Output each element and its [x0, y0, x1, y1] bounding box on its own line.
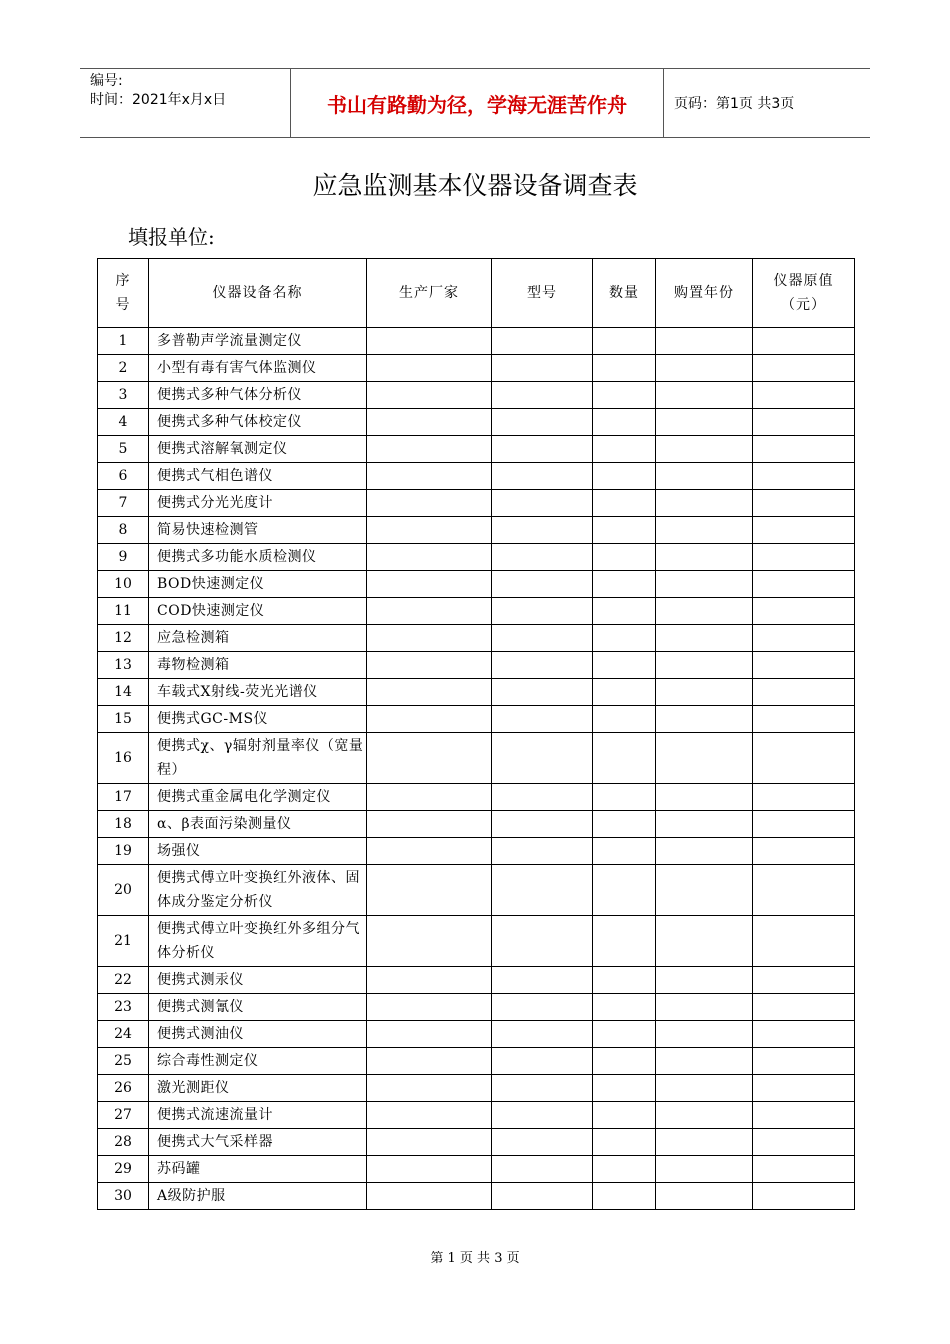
model-cell[interactable] — [492, 1021, 593, 1048]
header-page-label: 页码：第1页 共3页 — [674, 96, 795, 112]
model-cell[interactable] — [492, 625, 593, 652]
value-cell[interactable] — [753, 1048, 855, 1075]
model-cell[interactable] — [492, 967, 593, 994]
row-number: 24 — [98, 1021, 149, 1048]
table-row — [98, 652, 855, 679]
model-cell[interactable] — [492, 544, 593, 571]
col-name-header: 仪器设备名称 — [149, 259, 367, 328]
maker-cell[interactable] — [367, 544, 492, 571]
table-row — [98, 436, 855, 463]
col-seq-header — [98, 259, 149, 328]
model-cell[interactable] — [492, 1075, 593, 1102]
year-cell[interactable] — [656, 544, 753, 571]
equipment-name: 便携式傅立叶变换红外液体、固体成分鉴定分析仪 — [149, 865, 367, 916]
table-row — [98, 1048, 855, 1075]
value-cell[interactable] — [753, 784, 855, 811]
table-row — [98, 328, 855, 355]
table-row — [98, 571, 855, 598]
value-cell[interactable] — [753, 967, 855, 994]
value-cell[interactable] — [753, 733, 855, 784]
quantity-cell[interactable] — [593, 382, 656, 409]
col-seq-top: 序 — [115, 273, 131, 289]
value-cell[interactable] — [753, 490, 855, 517]
model-cell[interactable] — [492, 490, 593, 517]
year-cell[interactable] — [656, 328, 753, 355]
model-cell[interactable] — [492, 355, 593, 382]
row-number: 6 — [98, 463, 149, 490]
model-cell[interactable] — [492, 733, 593, 784]
table-row — [98, 838, 855, 865]
quantity-cell[interactable] — [593, 652, 656, 679]
col-value-bottom: （元） — [781, 297, 826, 313]
table-row — [98, 355, 855, 382]
value-cell[interactable] — [753, 544, 855, 571]
year-cell[interactable] — [656, 994, 753, 1021]
maker-cell[interactable] — [367, 733, 492, 784]
header-meta — [80, 69, 291, 137]
table-row — [98, 784, 855, 811]
table-row — [98, 490, 855, 517]
value-cell[interactable] — [753, 679, 855, 706]
row-number: 4 — [98, 409, 149, 436]
model-cell[interactable] — [492, 436, 593, 463]
value-cell[interactable] — [753, 811, 855, 838]
table-row — [98, 679, 855, 706]
maker-cell[interactable] — [367, 625, 492, 652]
quantity-cell[interactable] — [593, 598, 656, 625]
quantity-cell[interactable] — [593, 625, 656, 652]
table-row — [98, 994, 855, 1021]
maker-cell[interactable] — [367, 679, 492, 706]
model-cell[interactable] — [492, 1102, 593, 1129]
model-cell[interactable] — [492, 571, 593, 598]
table-row — [98, 409, 855, 436]
quantity-cell[interactable] — [593, 967, 656, 994]
equipment-name: 多普勒声学流量测定仪 — [149, 328, 367, 355]
quantity-cell[interactable] — [593, 436, 656, 463]
row-number: 10 — [98, 571, 149, 598]
row-number: 9 — [98, 544, 149, 571]
table-header-row — [98, 259, 855, 328]
row-number: 5 — [98, 436, 149, 463]
year-cell[interactable] — [656, 1156, 753, 1183]
row-number: 13 — [98, 652, 149, 679]
number-label: 编号: — [90, 73, 123, 89]
maker-cell[interactable] — [367, 916, 492, 967]
value-cell[interactable] — [753, 598, 855, 625]
model-cell[interactable] — [492, 1129, 593, 1156]
time-label: 时间：2021年x月x日 — [90, 92, 227, 108]
value-cell[interactable] — [753, 625, 855, 652]
quantity-cell[interactable] — [593, 1075, 656, 1102]
equipment-name: 便携式溶解氧测定仪 — [149, 436, 367, 463]
quantity-cell[interactable] — [593, 916, 656, 967]
equipment-name: 小型有毒有害气体监测仪 — [149, 355, 367, 382]
equipment-name: 便携式重金属电化学测定仪 — [149, 784, 367, 811]
maker-cell[interactable] — [367, 1021, 492, 1048]
equipment-name: COD快速测定仪 — [149, 598, 367, 625]
year-cell[interactable] — [656, 838, 753, 865]
quantity-cell[interactable] — [593, 865, 656, 916]
maker-cell[interactable] — [367, 382, 492, 409]
model-cell[interactable] — [492, 838, 593, 865]
model-cell[interactable] — [492, 811, 593, 838]
value-cell[interactable] — [753, 517, 855, 544]
table-row — [98, 1075, 855, 1102]
value-cell[interactable] — [753, 865, 855, 916]
maker-cell[interactable] — [367, 967, 492, 994]
quantity-cell[interactable] — [593, 571, 656, 598]
maker-cell[interactable] — [367, 865, 492, 916]
year-cell[interactable] — [656, 652, 753, 679]
row-number: 15 — [98, 706, 149, 733]
table-row — [98, 811, 855, 838]
year-cell[interactable] — [656, 706, 753, 733]
row-number: 27 — [98, 1102, 149, 1129]
equipment-name: 简易快速检测管 — [149, 517, 367, 544]
table-row — [98, 625, 855, 652]
table-row — [98, 1183, 855, 1210]
row-number: 8 — [98, 517, 149, 544]
model-cell[interactable] — [492, 1183, 593, 1210]
equipment-table — [97, 258, 855, 1210]
value-cell[interactable] — [753, 652, 855, 679]
model-cell[interactable] — [492, 382, 593, 409]
table-row — [98, 865, 855, 916]
table-row — [98, 706, 855, 733]
maker-cell[interactable] — [367, 598, 492, 625]
document-header — [80, 68, 870, 138]
model-cell[interactable] — [492, 652, 593, 679]
value-cell[interactable] — [753, 1102, 855, 1129]
row-number: 23 — [98, 994, 149, 1021]
row-number: 16 — [98, 733, 149, 784]
maker-cell[interactable] — [367, 838, 492, 865]
equipment-name: BOD快速测定仪 — [149, 571, 367, 598]
row-number: 11 — [98, 598, 149, 625]
equipment-name: 便携式大气采样器 — [149, 1129, 367, 1156]
model-cell[interactable] — [492, 517, 593, 544]
quantity-cell[interactable] — [593, 328, 656, 355]
year-cell[interactable] — [656, 571, 753, 598]
quantity-cell[interactable] — [593, 706, 656, 733]
row-number: 25 — [98, 1048, 149, 1075]
col-maker-header: 生产厂家 — [367, 259, 492, 328]
maker-cell[interactable] — [367, 328, 492, 355]
equipment-name: 便携式气相色谱仪 — [149, 463, 367, 490]
header-slogan: 书山有路勤为径，学海无涯苦作舟 — [291, 69, 664, 137]
quantity-cell[interactable] — [593, 1048, 656, 1075]
equipment-name: 毒物检测箱 — [149, 652, 367, 679]
model-cell[interactable] — [492, 916, 593, 967]
row-number: 26 — [98, 1075, 149, 1102]
value-cell[interactable] — [753, 1021, 855, 1048]
equipment-name: 便携式测氰仪 — [149, 994, 367, 1021]
quantity-cell[interactable] — [593, 733, 656, 784]
quantity-cell[interactable] — [593, 784, 656, 811]
value-cell[interactable] — [753, 1075, 855, 1102]
row-number: 28 — [98, 1129, 149, 1156]
maker-cell[interactable] — [367, 1075, 492, 1102]
table-row — [98, 733, 855, 784]
equipment-name: 应急检测箱 — [149, 625, 367, 652]
equipment-name: α、β表面污染测量仪 — [149, 811, 367, 838]
value-cell[interactable] — [753, 1183, 855, 1210]
quantity-cell[interactable] — [593, 355, 656, 382]
maker-cell[interactable] — [367, 994, 492, 1021]
quantity-cell[interactable] — [593, 1156, 656, 1183]
col-value-header — [753, 259, 855, 328]
table-row — [98, 598, 855, 625]
year-cell[interactable] — [656, 865, 753, 916]
maker-cell[interactable] — [367, 1129, 492, 1156]
year-cell[interactable] — [656, 1129, 753, 1156]
year-cell[interactable] — [656, 1021, 753, 1048]
col-value-top: 仪器原值 — [773, 273, 834, 289]
value-cell[interactable] — [753, 328, 855, 355]
maker-cell[interactable] — [367, 571, 492, 598]
row-number: 29 — [98, 1156, 149, 1183]
value-cell[interactable] — [753, 838, 855, 865]
table-row — [98, 1102, 855, 1129]
maker-cell[interactable] — [367, 436, 492, 463]
year-cell[interactable] — [656, 967, 753, 994]
value-cell[interactable] — [753, 571, 855, 598]
maker-cell[interactable] — [367, 1183, 492, 1210]
maker-cell[interactable] — [367, 1048, 492, 1075]
col-seq-bottom: 号 — [115, 297, 131, 313]
equipment-name: 便携式多种气体校定仪 — [149, 409, 367, 436]
equipment-name: 激光测距仪 — [149, 1075, 367, 1102]
row-number: 19 — [98, 838, 149, 865]
equipment-name: 便携式多种气体分析仪 — [149, 382, 367, 409]
value-cell[interactable] — [753, 463, 855, 490]
year-cell[interactable] — [656, 409, 753, 436]
maker-cell[interactable] — [367, 1102, 492, 1129]
maker-cell[interactable] — [367, 490, 492, 517]
table-row — [98, 382, 855, 409]
row-number: 12 — [98, 625, 149, 652]
year-cell[interactable] — [656, 811, 753, 838]
table-row — [98, 1021, 855, 1048]
quantity-cell[interactable] — [593, 1129, 656, 1156]
year-cell[interactable] — [656, 490, 753, 517]
year-cell[interactable] — [656, 733, 753, 784]
col-year-header: 购置年份 — [656, 259, 753, 328]
year-cell[interactable] — [656, 1183, 753, 1210]
quantity-cell[interactable] — [593, 1102, 656, 1129]
equipment-name: 场强仪 — [149, 838, 367, 865]
model-cell[interactable] — [492, 463, 593, 490]
row-number: 3 — [98, 382, 149, 409]
quantity-cell[interactable] — [593, 1021, 656, 1048]
equipment-name: 便携式流速流量计 — [149, 1102, 367, 1129]
maker-cell[interactable] — [367, 811, 492, 838]
year-cell[interactable] — [656, 784, 753, 811]
maker-cell[interactable] — [367, 409, 492, 436]
page-title: 应急监测基本仪器设备调查表 — [312, 171, 638, 200]
value-cell[interactable] — [753, 382, 855, 409]
value-cell[interactable] — [753, 409, 855, 436]
maker-cell[interactable] — [367, 784, 492, 811]
quantity-cell[interactable] — [593, 409, 656, 436]
table-row — [98, 916, 855, 967]
model-cell[interactable] — [492, 994, 593, 1021]
equipment-name: 便携式分光光度计 — [149, 490, 367, 517]
unit-label: 填报单位: — [128, 225, 215, 249]
row-number: 22 — [98, 967, 149, 994]
equipment-name: 便携式测汞仪 — [149, 967, 367, 994]
year-cell[interactable] — [656, 1075, 753, 1102]
maker-cell[interactable] — [367, 1156, 492, 1183]
table-row — [98, 1156, 855, 1183]
table-row — [98, 517, 855, 544]
year-cell[interactable] — [656, 1048, 753, 1075]
equipment-name: 苏码罐 — [149, 1156, 367, 1183]
quantity-cell[interactable] — [593, 490, 656, 517]
row-number: 2 — [98, 355, 149, 382]
year-cell[interactable] — [656, 355, 753, 382]
year-cell[interactable] — [656, 625, 753, 652]
year-cell[interactable] — [656, 517, 753, 544]
year-cell[interactable] — [656, 382, 753, 409]
equipment-name: 便携式χ、γ辐射剂量率仪（宽量程） — [149, 733, 367, 784]
value-cell[interactable] — [753, 1129, 855, 1156]
year-cell[interactable] — [656, 1102, 753, 1129]
col-model-header: 型号 — [492, 259, 593, 328]
model-cell[interactable] — [492, 1048, 593, 1075]
row-number: 7 — [98, 490, 149, 517]
quantity-cell[interactable] — [593, 679, 656, 706]
quantity-cell[interactable] — [593, 811, 656, 838]
quantity-cell[interactable] — [593, 1183, 656, 1210]
equipment-name: 车载式X射线-荧光光谱仪 — [149, 679, 367, 706]
row-number: 14 — [98, 679, 149, 706]
model-cell[interactable] — [492, 328, 593, 355]
quantity-cell[interactable] — [593, 544, 656, 571]
model-cell[interactable] — [492, 409, 593, 436]
value-cell[interactable] — [753, 1156, 855, 1183]
maker-cell[interactable] — [367, 355, 492, 382]
equipment-name: 便携式傅立叶变换红外多组分气体分析仪 — [149, 916, 367, 967]
value-cell[interactable] — [753, 994, 855, 1021]
table-row — [98, 967, 855, 994]
value-cell[interactable] — [753, 355, 855, 382]
table-row — [98, 544, 855, 571]
quantity-cell[interactable] — [593, 994, 656, 1021]
quantity-cell[interactable] — [593, 463, 656, 490]
value-cell[interactable] — [753, 916, 855, 967]
row-number: 18 — [98, 811, 149, 838]
col-qty-header: 数量 — [593, 259, 656, 328]
value-cell[interactable] — [753, 436, 855, 463]
model-cell[interactable] — [492, 784, 593, 811]
quantity-cell[interactable] — [593, 838, 656, 865]
value-cell[interactable] — [753, 706, 855, 733]
year-cell[interactable] — [656, 916, 753, 967]
model-cell[interactable] — [492, 679, 593, 706]
equipment-name: 便携式测油仪 — [149, 1021, 367, 1048]
model-cell[interactable] — [492, 865, 593, 916]
table-row — [98, 463, 855, 490]
row-number: 17 — [98, 784, 149, 811]
year-cell[interactable] — [656, 598, 753, 625]
model-cell[interactable] — [492, 706, 593, 733]
model-cell[interactable] — [492, 598, 593, 625]
row-number: 30 — [98, 1183, 149, 1210]
row-number: 20 — [98, 865, 149, 916]
equipment-name: 便携式多功能水质检测仪 — [149, 544, 367, 571]
row-number: 21 — [98, 916, 149, 967]
year-cell[interactable] — [656, 436, 753, 463]
equipment-name: 便携式GC-MS仪 — [149, 706, 367, 733]
maker-cell[interactable] — [367, 652, 492, 679]
page-footer: 第 1 页 共 3 页 — [430, 1251, 520, 1266]
model-cell[interactable] — [492, 1156, 593, 1183]
maker-cell[interactable] — [367, 706, 492, 733]
table-row — [98, 1129, 855, 1156]
maker-cell[interactable] — [367, 463, 492, 490]
equipment-name: 综合毒性测定仪 — [149, 1048, 367, 1075]
equipment-name: A级防护服 — [149, 1183, 367, 1210]
quantity-cell[interactable] — [593, 517, 656, 544]
year-cell[interactable] — [656, 679, 753, 706]
row-number: 1 — [98, 328, 149, 355]
year-cell[interactable] — [656, 463, 753, 490]
maker-cell[interactable] — [367, 517, 492, 544]
